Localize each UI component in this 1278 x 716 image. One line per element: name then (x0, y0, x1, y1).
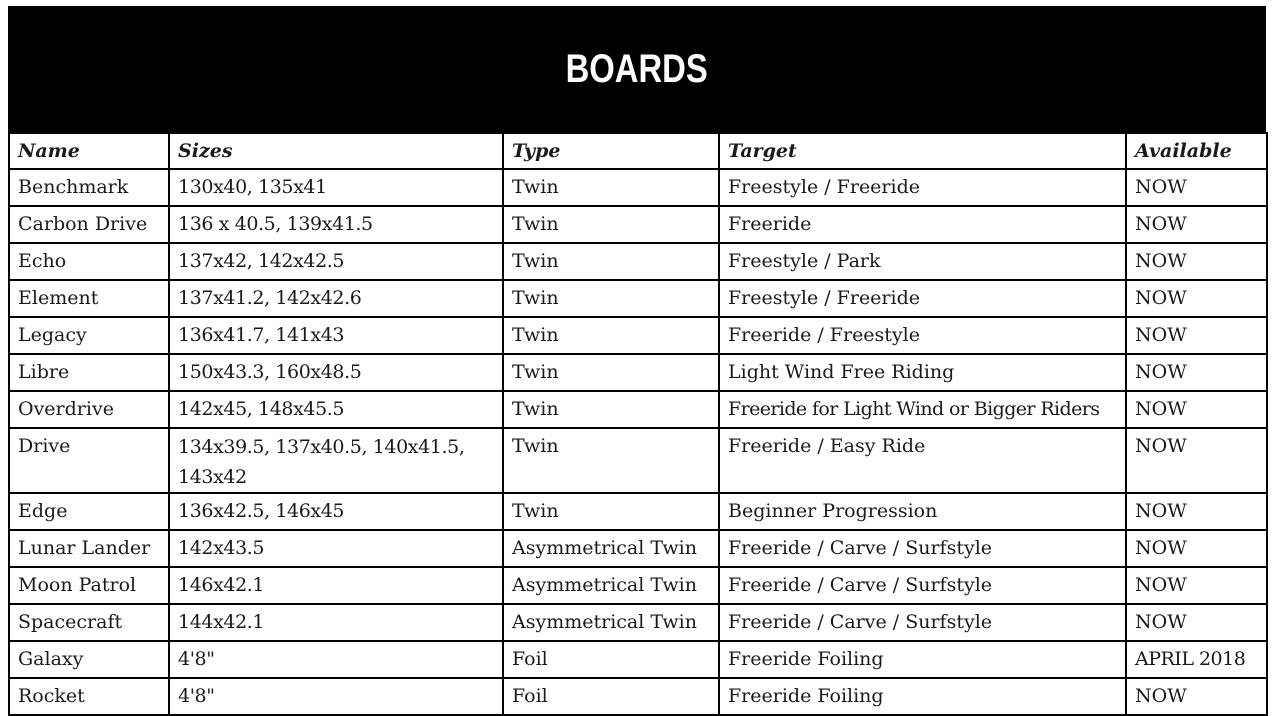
cell-target: Freeride / Carve / Surfstyle (719, 530, 1126, 567)
table-row (9, 206, 1267, 243)
cell-available: NOW (1126, 280, 1267, 317)
cell-type: Twin (503, 493, 719, 530)
table-row (9, 169, 1267, 206)
cell-available: NOW (1126, 493, 1267, 530)
cell-available: NOW (1126, 530, 1267, 567)
cell-target: Freeride (719, 206, 1126, 243)
boards-sheet (8, 6, 1266, 716)
cell-sizes: 134x39.5, 137x40.5, 140x41.5, 143x42 (169, 428, 503, 493)
cell-name: Carbon Drive (9, 206, 169, 243)
cell-type: Twin (503, 206, 719, 243)
cell-type: Twin (503, 280, 719, 317)
header-row (9, 133, 1267, 169)
column-header-name: Name (9, 133, 169, 169)
cell-sizes: 142x43.5 (169, 530, 503, 567)
cell-name: Edge (9, 493, 169, 530)
table-row (9, 604, 1267, 641)
cell-sizes: 146x42.1 (169, 567, 503, 604)
cell-type: Twin (503, 169, 719, 206)
cell-sizes: 136x41.7, 141x43 (169, 317, 503, 354)
table-row (9, 493, 1267, 530)
table-row (9, 641, 1267, 678)
cell-target: Freeride / Carve / Surfstyle (719, 604, 1126, 641)
table-row (9, 530, 1267, 567)
cell-sizes: 144x42.1 (169, 604, 503, 641)
cell-type: Foil (503, 678, 719, 715)
cell-available: NOW (1126, 206, 1267, 243)
cell-name: Legacy (9, 317, 169, 354)
cell-target: Freeride / Freestyle (719, 317, 1126, 354)
table-row (9, 428, 1267, 493)
cell-name: Lunar Lander (9, 530, 169, 567)
cell-type: Asymmetrical Twin (503, 567, 719, 604)
cell-available: NOW (1126, 243, 1267, 280)
table-row (9, 354, 1267, 391)
table-row (9, 678, 1267, 715)
cell-type: Twin (503, 391, 719, 428)
cell-name: Spacecraft (9, 604, 169, 641)
table-row (9, 243, 1267, 280)
cell-available: NOW (1126, 678, 1267, 715)
cell-target: Light Wind Free Riding (719, 354, 1126, 391)
cell-available: NOW (1126, 391, 1267, 428)
cell-target: Freestyle / Freeride (719, 169, 1126, 206)
cell-available: NOW (1126, 567, 1267, 604)
cell-name: Moon Patrol (9, 567, 169, 604)
cell-sizes: 4'8" (169, 641, 503, 678)
cell-name: Element (9, 280, 169, 317)
column-header-sizes: Sizes (169, 133, 503, 169)
table-row (9, 567, 1267, 604)
cell-type: Asymmetrical Twin (503, 604, 719, 641)
cell-name: Echo (9, 243, 169, 280)
cell-sizes: 136 x 40.5, 139x41.5 (169, 206, 503, 243)
cell-sizes: 150x43.3, 160x48.5 (169, 354, 503, 391)
cell-available: NOW (1126, 169, 1267, 206)
cell-sizes: 137x42, 142x42.5 (169, 243, 503, 280)
title-banner (8, 6, 1266, 132)
cell-type: Twin (503, 354, 719, 391)
column-header-available: Available (1126, 133, 1267, 169)
boards-table (8, 132, 1268, 716)
cell-name: Benchmark (9, 169, 169, 206)
cell-sizes: 136x42.5, 146x45 (169, 493, 503, 530)
cell-available: NOW (1126, 354, 1267, 391)
cell-available: APRIL 2018 (1126, 641, 1267, 678)
cell-target: Freeride / Carve / Surfstyle (719, 567, 1126, 604)
cell-type: Twin (503, 243, 719, 280)
cell-type: Foil (503, 641, 719, 678)
cell-available: NOW (1126, 604, 1267, 641)
cell-name: Galaxy (9, 641, 169, 678)
cell-target: Freeride Foiling (719, 678, 1126, 715)
table-row (9, 391, 1267, 428)
cell-available: NOW (1126, 428, 1267, 493)
cell-target: Freeride Foiling (719, 641, 1126, 678)
cell-name: Libre (9, 354, 169, 391)
cell-sizes: 142x45, 148x45.5 (169, 391, 503, 428)
cell-name: Drive (9, 428, 169, 493)
page-title: BOARDS (565, 46, 709, 91)
cell-sizes: 137x41.2, 142x42.6 (169, 280, 503, 317)
cell-target: Freeride / Easy Ride (719, 428, 1126, 493)
cell-type: Twin (503, 317, 719, 354)
table-row (9, 317, 1267, 354)
cell-target: Freestyle / Freeride (719, 280, 1126, 317)
cell-name: Overdrive (9, 391, 169, 428)
column-header-type: Type (503, 133, 719, 169)
table-row (9, 280, 1267, 317)
cell-name: Rocket (9, 678, 169, 715)
cell-sizes: 130x40, 135x41 (169, 169, 503, 206)
cell-target: Beginner Progression (719, 493, 1126, 530)
column-header-target: Target (719, 133, 1126, 169)
cell-target: Freeride for Light Wind or Bigger Riders (719, 391, 1126, 428)
cell-type: Twin (503, 428, 719, 493)
cell-available: NOW (1126, 317, 1267, 354)
cell-target: Freestyle / Park (719, 243, 1126, 280)
cell-sizes: 4'8" (169, 678, 503, 715)
cell-type: Asymmetrical Twin (503, 530, 719, 567)
